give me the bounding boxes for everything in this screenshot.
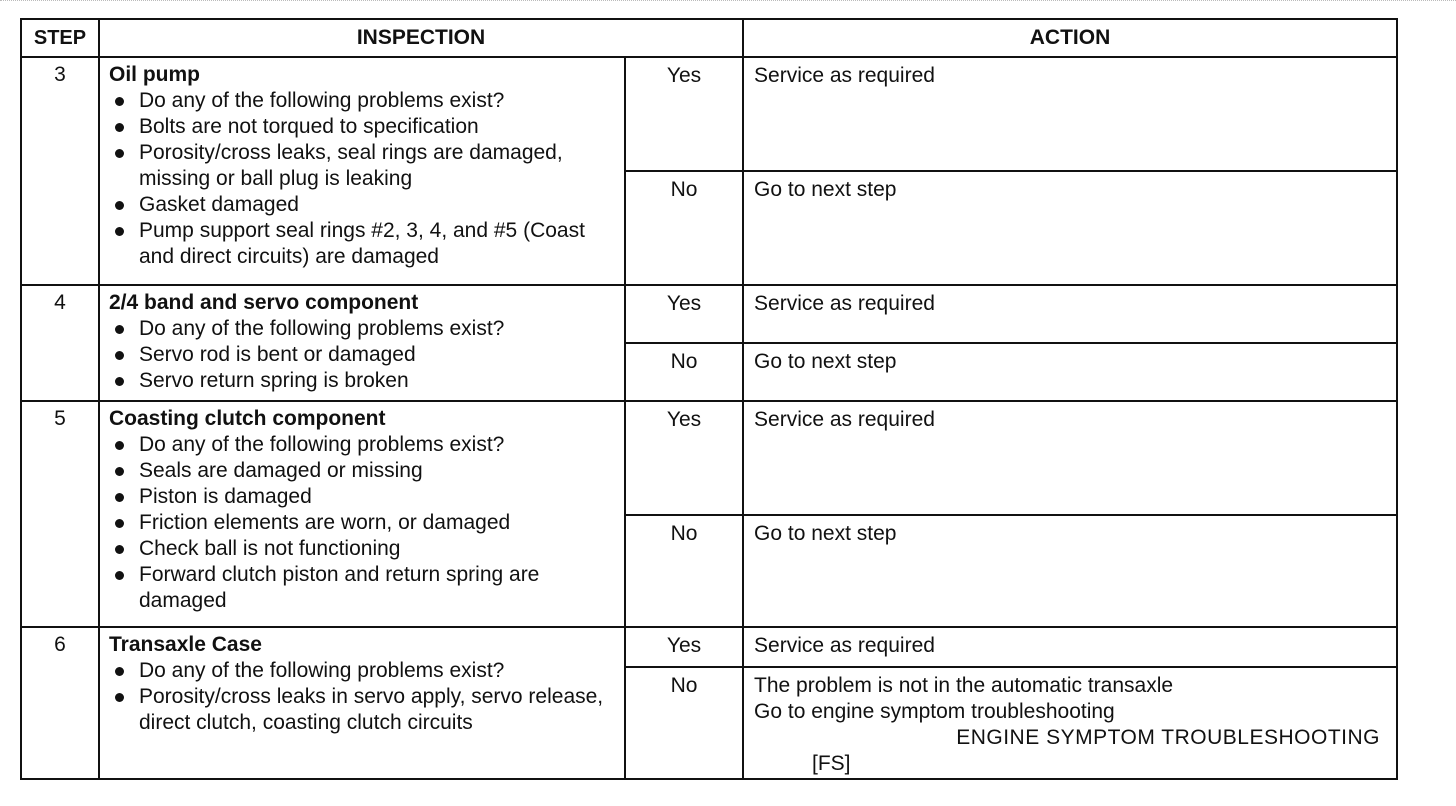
inspection-item: Porosity/cross leaks, seal rings are damaged, missing or ball plug is leaking xyxy=(109,140,616,192)
troubleshooting-table xyxy=(20,18,1398,780)
header-action: ACTION xyxy=(743,19,1397,57)
step-inspection xyxy=(99,627,625,779)
step-inspection xyxy=(99,285,625,401)
step-number: 5 xyxy=(21,401,99,627)
step-inspection xyxy=(99,401,625,627)
inspection-item: Forward clutch piston and return spring are damaged xyxy=(109,562,616,614)
action-line: The problem is not in the automatic transaxle xyxy=(754,674,1174,697)
step-inspection xyxy=(99,57,625,285)
action-no xyxy=(743,667,1397,779)
action-no: Go to next step xyxy=(743,515,1397,627)
result-yes: Yes xyxy=(625,285,743,343)
result-yes: Yes xyxy=(625,401,743,515)
action-yes: Service as required xyxy=(743,285,1397,343)
inspection-item: Gasket damaged xyxy=(109,192,616,218)
result-yes: Yes xyxy=(625,57,743,171)
step-3-yes-row xyxy=(21,57,1397,171)
inspection-title: Transaxle Case xyxy=(109,633,262,656)
result-no: No xyxy=(625,667,743,779)
action-yes: Service as required xyxy=(743,57,1397,171)
inspection-title: Oil pump xyxy=(109,63,200,86)
inspection-list xyxy=(109,432,616,614)
inspection-item: Check ball is not functioning xyxy=(109,536,616,562)
step-6-yes-row xyxy=(21,627,1397,667)
result-yes: Yes xyxy=(625,627,743,667)
inspection-item: Servo rod is bent or damaged xyxy=(109,342,616,368)
inspection-item: Servo return spring is broken xyxy=(109,368,616,394)
inspection-title: 2/4 band and servo component xyxy=(109,291,419,314)
action-yes: Service as required xyxy=(743,401,1397,515)
header-inspection: INSPECTION xyxy=(99,19,743,57)
action-no: Go to next step xyxy=(743,171,1397,285)
step-5-yes-row xyxy=(21,401,1397,515)
inspection-item: Bolts are not torqued to specification xyxy=(109,114,616,140)
inspection-list xyxy=(109,88,616,270)
result-no: No xyxy=(625,171,743,285)
step-number: 3 xyxy=(21,57,99,285)
step-number: 6 xyxy=(21,627,99,779)
header-row xyxy=(21,19,1397,57)
inspection-item: Do any of the following problems exist? xyxy=(109,88,616,114)
inspection-item: Do any of the following problems exist? xyxy=(109,432,616,458)
header-step: STEP xyxy=(21,19,99,57)
inspection-item: Piston is damaged xyxy=(109,484,616,510)
fs-reference-code: [FS] xyxy=(812,752,851,775)
result-no: No xyxy=(625,515,743,627)
engine-symptom-troubleshooting-link[interactable]: ENGINE SYMPTOM TROUBLESHOOTING xyxy=(956,726,1381,749)
inspection-item: Do any of the following problems exist? xyxy=(109,658,616,684)
inspection-list xyxy=(109,316,616,394)
result-no: No xyxy=(625,343,743,401)
inspection-title: Coasting clutch component xyxy=(109,407,386,430)
inspection-item: Do any of the following problems exist? xyxy=(109,316,616,342)
scan-edge xyxy=(0,0,1456,12)
action-no: Go to next step xyxy=(743,343,1397,401)
action-yes: Service as required xyxy=(743,627,1397,667)
inspection-item: Seals are damaged or missing xyxy=(109,458,616,484)
step-number: 4 xyxy=(21,285,99,401)
step-4-yes-row xyxy=(21,285,1397,343)
inspection-item: Friction elements are worn, or damaged xyxy=(109,510,616,536)
inspection-item: Pump support seal rings #2, 3, 4, and #5 (Coast and direct circuits) are damaged xyxy=(109,218,616,270)
inspection-list xyxy=(109,658,616,736)
inspection-item: Porosity/cross leaks in servo apply, servo release, direct clutch, coasting clutch circuits xyxy=(109,684,616,736)
action-line: Go to engine symptom troubleshooting xyxy=(754,700,1115,723)
